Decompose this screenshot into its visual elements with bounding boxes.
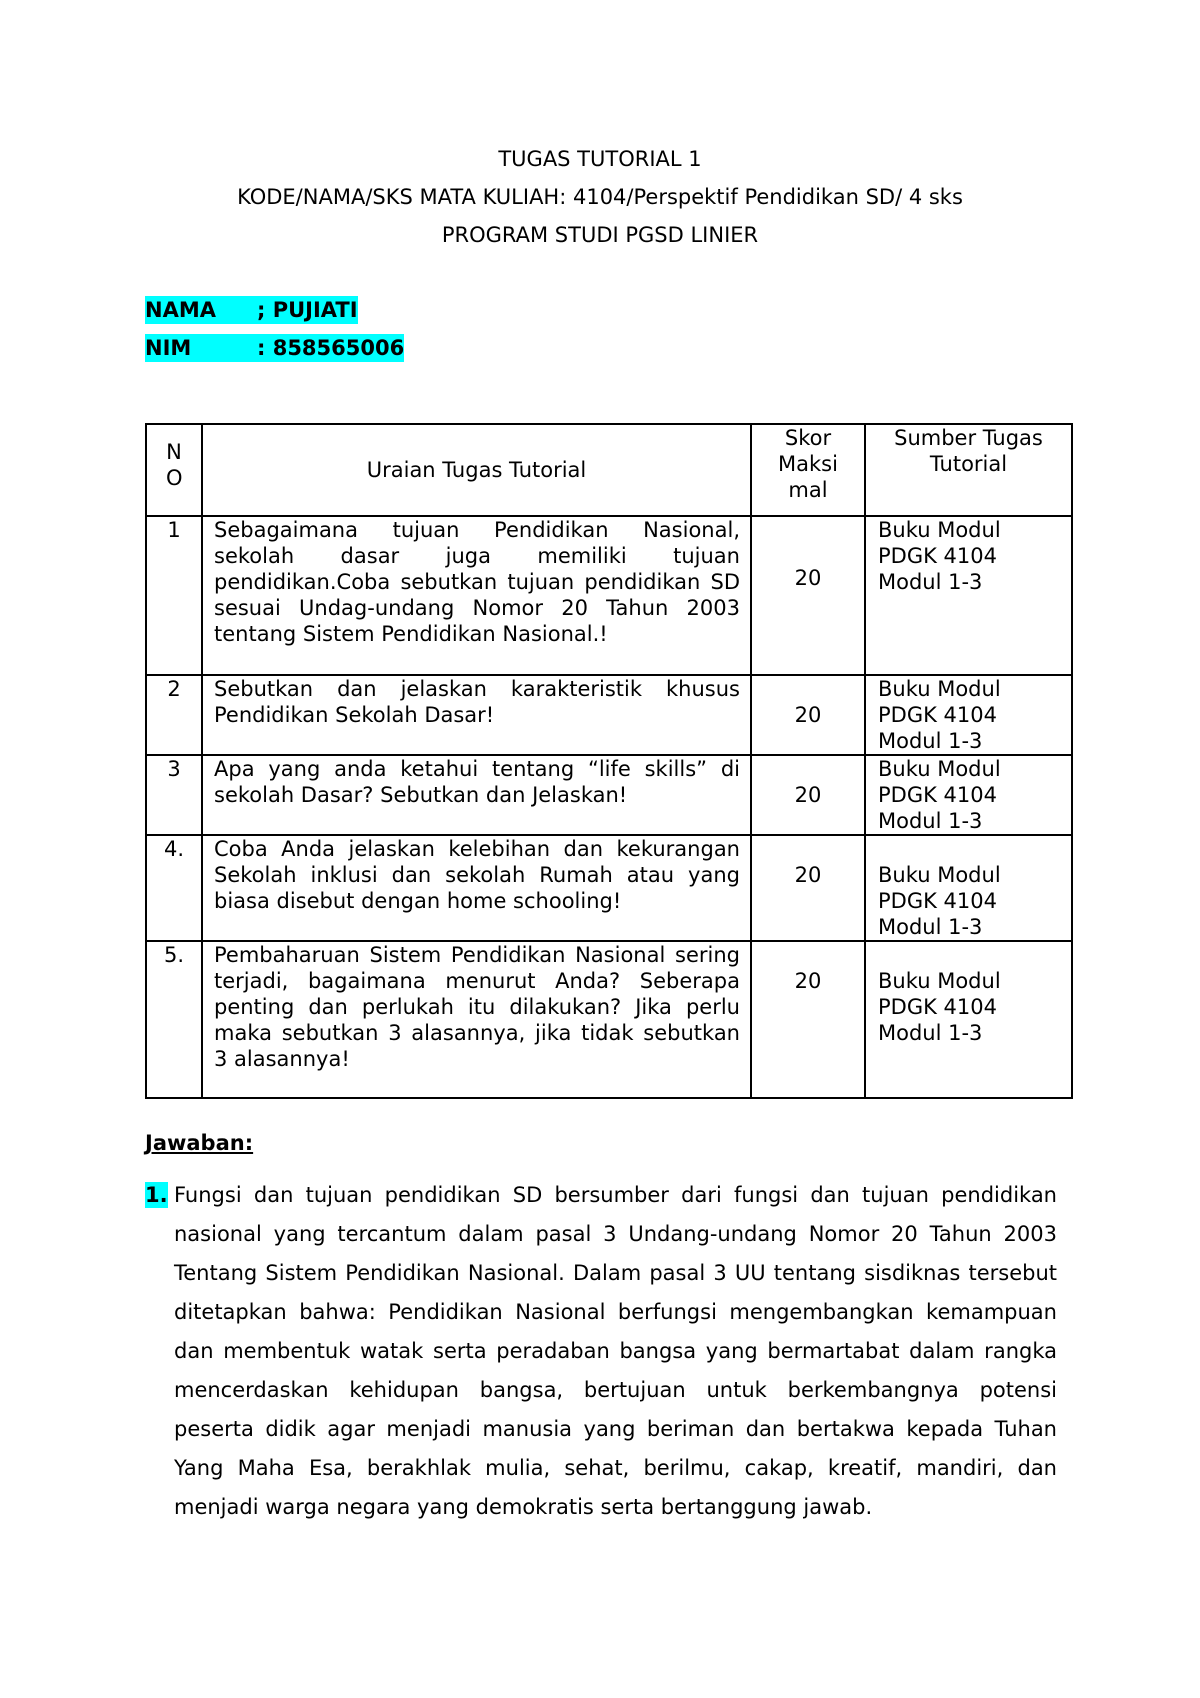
row-description: Coba Anda jelaskan kelebihan dan kekurangan Sekolah inklusi dan sekolah Rumah atau yang biasa disebut dengan home schooling!	[202, 835, 751, 941]
header-skor: Skor Maksi mal	[751, 424, 865, 516]
row-description: Apa yang anda ketahui tentang “life skills” di sekolah Dasar? Sebutkan dan Jelaskan!	[202, 755, 751, 835]
answer-item	[145, 1176, 1057, 1527]
row-score: 20	[751, 835, 865, 941]
row-source: Buku Modul PDGK 4104 Modul 1-3	[865, 835, 1072, 941]
table-row	[146, 755, 1072, 835]
row-source: Buku Modul PDGK 4104 Modul 1-3	[865, 941, 1072, 1098]
header-source: Sumber Tugas Tutorial	[865, 424, 1072, 516]
header-desc: Uraian Tugas Tutorial	[202, 424, 751, 516]
study-program: PROGRAM STUDI PGSD LINIER	[441, 223, 759, 247]
name-label: NAMA	[145, 298, 216, 322]
answer-number: 1.	[145, 1183, 168, 1207]
answers-heading: Jawaban:	[145, 1131, 254, 1155]
answer-text: Fungsi dan tujuan pendidikan SD bersumber dari fungsi dan tujuan pendidikan nasional yang tercantum dalam pasal 3 Undang-undang Nomor 20 Tahun 2003 Tentang Sistem Pendidikan Nasional. Dalam pasal 3 UU tentang sisdiknas tersebut ditetapkan bahwa: Pendidikan Nasional berfungsi mengembangkan kemampuan dan membentuk watak serta peradaban bangsa yang bermartabat dalam rangka mencerdaskan kehidupan bangsa, bertujuan untuk berkembangnya potensi peserta didik agar menjadi manusia yang beriman dan bertakwa kepada Tuhan Yang Maha Esa, berakhlak mulia, sehat, berilmu, cakap, kreatif, mandiri, dan menjadi warga negara yang demokratis serta bertanggung jawab.	[174, 1183, 1057, 1519]
table-row	[146, 941, 1072, 1098]
table-row	[146, 516, 1072, 675]
header-no: N O	[146, 424, 202, 516]
row-description: Sebagaimana tujuan Pendidikan Nasional, sekolah dasar juga memiliki tujuan pendidikan.Coba sebutkan tujuan pendidikan SD sesuai Undag-undang Nomor 20 Tahun 2003 tentang Sistem Pendidikan Nasional.!	[202, 516, 751, 675]
row-score: 20	[751, 941, 865, 1098]
student-nim-line	[145, 334, 404, 362]
table-header-row	[146, 424, 1072, 516]
nim-value: : 858565006	[257, 336, 405, 360]
row-score: 20	[751, 755, 865, 835]
student-name-line	[145, 296, 358, 324]
row-score: 20	[751, 516, 865, 675]
row-number: 3	[146, 755, 202, 835]
row-number: 1	[146, 516, 202, 675]
row-number: 4.	[146, 835, 202, 941]
course-info: KODE/NAMA/SKS MATA KULIAH: 4104/Perspektif Pendidikan SD/ 4 sks	[237, 185, 963, 209]
row-description: Pembaharuan Sistem Pendidikan Nasional sering terjadi, bagaimana menurut Anda? Seberapa penting dan perlukah itu dilakukan? Jika perlu maka sebutkan 3 alasannya, jika tidak sebutkan 3 alasannya!	[202, 941, 751, 1098]
row-number: 5.	[146, 941, 202, 1098]
name-value: ; PUJIATI	[257, 298, 358, 322]
row-number: 2	[146, 675, 202, 755]
row-score: 20	[751, 675, 865, 755]
task-table	[145, 423, 1073, 1099]
row-source: Buku Modul PDGK 4104 Modul 1-3	[865, 516, 1072, 675]
row-source: Buku Modul PDGK 4104 Modul 1-3	[865, 755, 1072, 835]
row-description: Sebutkan dan jelaskan karakteristik khusus Pendidikan Sekolah Dasar!	[202, 675, 751, 755]
row-source: Buku Modul PDGK 4104 Modul 1-3	[865, 675, 1072, 755]
document-title: TUGAS TUTORIAL 1	[498, 147, 702, 171]
table-row	[146, 835, 1072, 941]
table-row	[146, 675, 1072, 755]
nim-label: NIM	[145, 336, 192, 360]
